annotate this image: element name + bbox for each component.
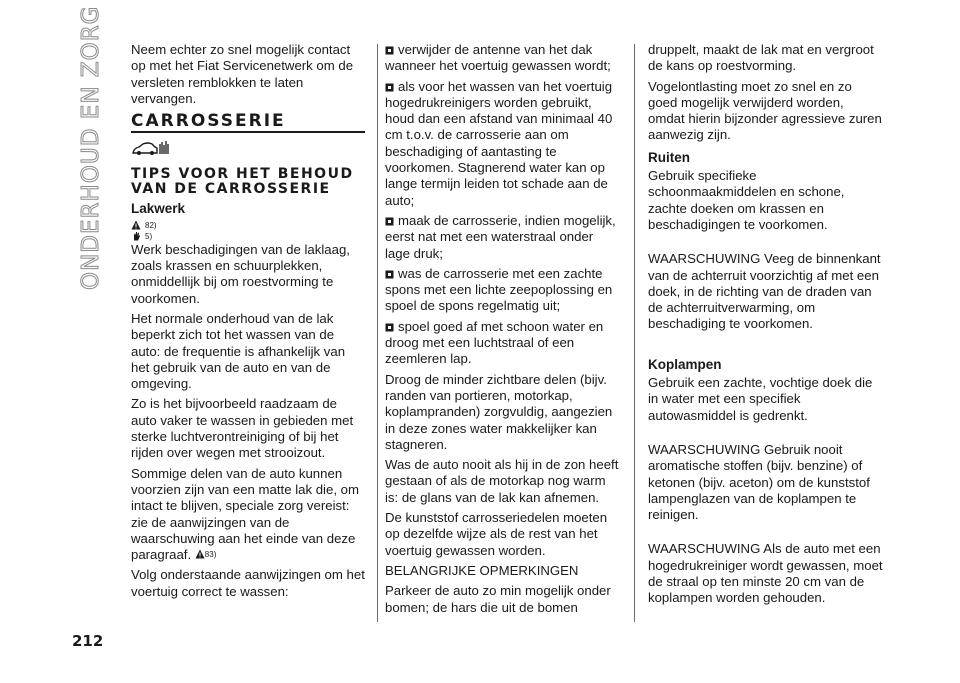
warning-ref-1 xyxy=(131,220,365,231)
paragraph: De kunststof carrosseriedelen moeten op dezelfde wijze als de rest van het voertuig gewassen worden. xyxy=(385,510,608,558)
column-divider-1 xyxy=(377,44,378,622)
ruiten-heading: Ruiten xyxy=(648,149,690,165)
warning-icon xyxy=(195,549,205,559)
paragraph: Droog de minder zichtbare delen (bijv. randen van portieren, motorkap, koplampranden) zorgvuldig, aangezien in deze zones water makkelijker kan stagneren. xyxy=(385,371,613,452)
column-1 xyxy=(131,42,365,604)
hand-note-icon xyxy=(131,231,141,241)
bullet-item xyxy=(385,213,620,262)
bullet-icon xyxy=(385,217,394,226)
paragraph: druppelt, maakt de lak mat en vergroot de kans op roestvorming. xyxy=(648,42,874,74)
warning-ref-label: 82) xyxy=(145,220,157,230)
section-rule xyxy=(131,131,365,133)
bullet-icon xyxy=(385,323,394,332)
paragraph: Gebruik een zachte, vochtige doek die in water met een specifiek autowasmiddel is gedrenkt. xyxy=(648,375,873,423)
paragraph: Parkeer de auto zo min mogelijk onder bomen; de hars die uit de bomen xyxy=(385,583,611,615)
bullet-text: was de carrosserie met een zachte spons met een lichte zeepoplossing en spoel de spons regelmatig uit; xyxy=(385,265,613,314)
koplampen-heading: Koplampen xyxy=(648,356,722,372)
warning-paragraph: WAARSCHUWING Als de auto met een hogedrukreiniger wordt gewassen, moet de straal op ten minste 20 cm van de koplampen worden gehouden. xyxy=(648,541,883,606)
bullet-icon xyxy=(385,270,394,279)
car-wash-icon xyxy=(131,139,171,157)
bullet-text: spoel goed af met schoon water en droog met een luchtstraal of een zeemleren lap. xyxy=(385,318,604,367)
warning-ref-label: 83) xyxy=(204,550,217,560)
column-3 xyxy=(648,42,883,611)
bullet-item xyxy=(385,266,620,315)
side-tab-label: ONDERHOUD EN ZORG xyxy=(78,5,104,290)
note-ref-1 xyxy=(131,231,365,242)
bullet-text: verwijder de antenne van het dak wanneer het voertuig gewassen wordt; xyxy=(385,42,611,74)
bullet-item xyxy=(385,42,620,75)
bullet-icon xyxy=(385,83,394,92)
paragraph: Gebruik specifieke schoonmaakmiddelen en schone, zachte doeken om krassen en beschadigingen te voorkomen. xyxy=(648,168,845,232)
paragraph: Het normale onderhoud van de lak beperkt zich tot het wassen van de auto: de frequentie is afhankelijk van het gebruik van de auto en van de omgeving. xyxy=(131,310,346,392)
warning-paragraph: WAARSCHUWING Veeg de binnenkant van de achterruit voorzichtig af met een doek, in de richting van de draden van de achterruitverwarming, om beschadiging te voorkomen. xyxy=(648,251,881,332)
lakwerk-heading: Lakwerk xyxy=(131,201,186,217)
paragraph-with-ref xyxy=(131,466,365,564)
page-number: 212 xyxy=(72,632,104,650)
paragraph: Werk beschadigingen van de laklaag, zoals krassen en schuurplekken, onmiddellijk bij om roestvorming te voorkomen. xyxy=(131,241,350,306)
column-divider-2 xyxy=(634,44,635,622)
bullet-text: maak de carrosserie, indien mogelijk, eerst nat met een waterstraal onder lage druk; xyxy=(385,212,616,261)
bullet-item xyxy=(385,79,620,209)
side-tab xyxy=(78,5,104,290)
paragraph-heading: BELANGRIJKE OPMERKINGEN xyxy=(385,562,579,578)
bullet-item xyxy=(385,319,620,368)
paragraph: Zo is het bijvoorbeeld raadzaam de auto vaker te wassen in gebieden met sterke luchtverontreiniging of bij het rijden over wegen met strooizout. xyxy=(131,396,354,461)
paragraph: Volg onderstaande aanwijzingen om het voertuig correct te wassen: xyxy=(131,567,365,599)
intro-paragraph: Neem echter zo snel mogelijk contact op met het Fiat Servicenetwerk om de versleten remblokken te laten vervangen. xyxy=(131,42,354,106)
paragraph: Vogelontlasting moet zo snel en zo goed mogelijk verwijderd worden, omdat hierin bijzonder agressieve zuren aanwezig zijn. xyxy=(648,78,882,143)
section-title: CARROSSERIE xyxy=(131,111,286,132)
warning-paragraph: WAARSCHUWING Gebruik nooit aromatische stoffen (bijv. benzine) of ketonen (bijv. aceton) om de kunststof lampenglazen van de koplampen te reinigen. xyxy=(648,441,870,523)
bullet-icon xyxy=(385,46,394,55)
paragraph-text: Sommige delen van de auto kunnen voorzien zijn van een matte lak die, om intact te blijven, speciale zorg vereist: zie de aanwijzingen van de waarschuwing aan het einde van deze paragraaf. xyxy=(131,465,359,563)
paragraph: Was de auto nooit als hij in de zon heeft gestaan of als de motorkap nog warm is: de glans van de lak kan afnemen. xyxy=(385,457,619,505)
column-2 xyxy=(385,42,620,620)
subsection-title: TIPS VOOR HET BEHOUD VAN DE CARROSSERIE xyxy=(131,166,354,198)
bullet-text: als voor het wassen van het voertuig hogedrukreinigers worden gebruikt, houd dan een afstand van minimaal 40 cm t.o.v. de carrosserie aan om beschadiging of aantasting te voorkomen. Stagnerend water kan op lange termijn leiden tot schade aan de auto; xyxy=(385,78,613,208)
note-ref-label: 5) xyxy=(145,231,153,241)
warning-icon xyxy=(131,220,141,230)
